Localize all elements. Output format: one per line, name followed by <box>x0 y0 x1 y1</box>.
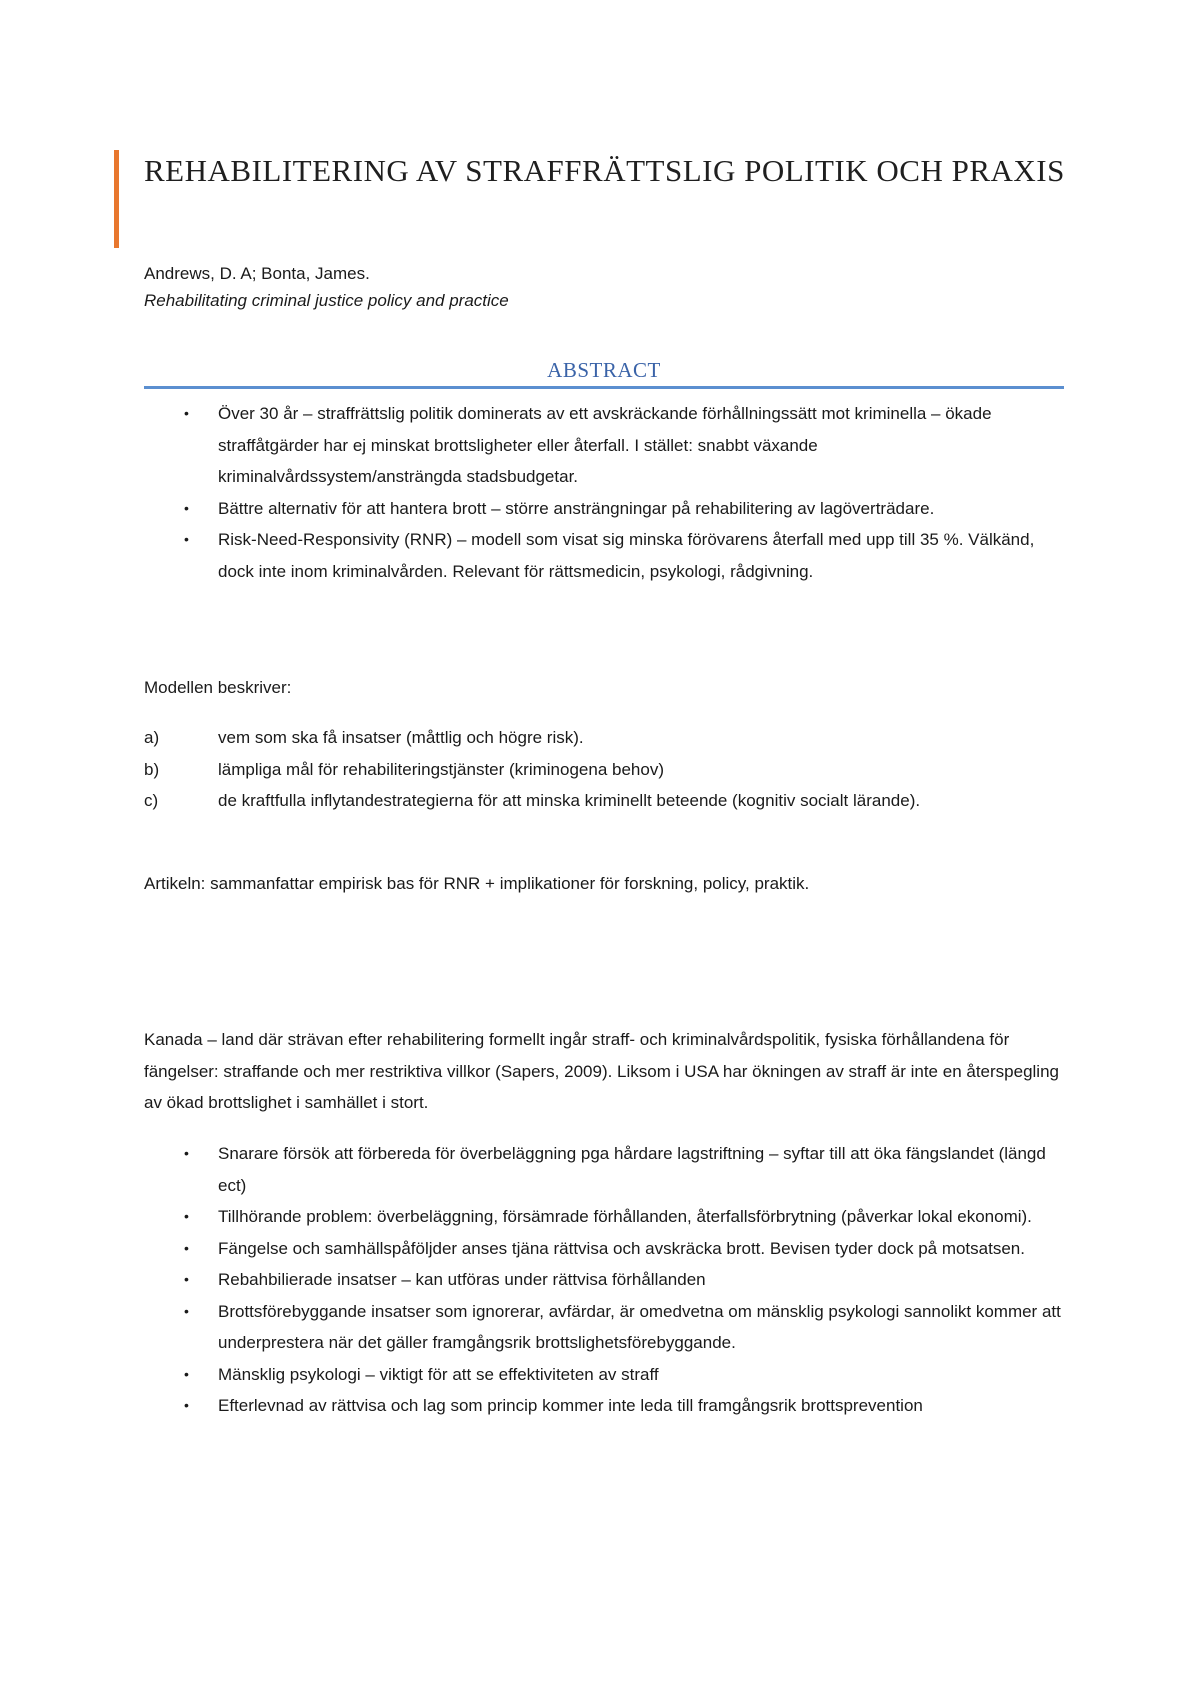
model-intro: Modellen beskriver: <box>144 678 292 697</box>
abstract-section <box>144 398 1064 587</box>
list-item <box>144 754 1064 786</box>
canada-bullet-list <box>144 1138 1064 1422</box>
article-summary: Artikeln: sammanfattar empirisk bas för RNR + implikationer för forskning, policy, praktik. <box>144 874 810 893</box>
title-accent-bar <box>114 150 119 248</box>
list-text: vem som ska få insatser (måttlig och högre risk). <box>218 728 584 747</box>
canada-section <box>144 1138 1064 1422</box>
list-item <box>144 1296 1064 1359</box>
list-item <box>144 1390 1064 1422</box>
bullet-text: Efterlevnad av rättvisa och lag som princip kommer inte leda till framgångsrik brottsprevention <box>218 1396 923 1415</box>
bullet-icon: • <box>184 1302 189 1319</box>
bullet-icon: • <box>184 499 189 516</box>
list-item <box>144 524 1064 587</box>
bullet-icon: • <box>184 405 189 421</box>
abstract-bullet-list <box>144 398 1064 587</box>
bullet-text: Rebahbilierade insatser – kan utföras under rättvisa förhållanden <box>218 1270 706 1289</box>
list-marker: a) <box>144 728 160 747</box>
bullet-icon: • <box>184 1397 189 1413</box>
bullet-icon: • <box>184 1208 189 1224</box>
bullet-text: Bättre alternativ för att hantera brott – större ansträngningar på rehabilitering av lagöverträdare. <box>218 498 935 518</box>
bullet-text: Snarare försök att förbereda för överbeläggning pga hårdare lagstriftning – syftar till att öka fängslandet (längd ect) <box>218 1144 1046 1195</box>
bullet-icon: • <box>184 1239 189 1256</box>
bullet-text: Över 30 år – straffrättslig politik dominerats av ett avskräckande förhållningssätt mot kriminella – ökade straffåtgärder har ej minskat brottsligheter eller återfall. I stället: snabbt växande kriminalvårdssystem/ansträngda stadsbudgetar. <box>218 404 992 486</box>
bullet-text: Brottsförebyggande insatser som ignorerar, avfärdar, är omedvetna om mänsklig psykologi sannolikt kommer att underprestera när det gäller framgångsrik brottslighetsförebyggande. <box>218 1301 1061 1352</box>
bullet-text: Mänsklig psykologi – viktigt för att se effektiviteten av straff <box>218 1364 659 1384</box>
list-marker: c) <box>144 791 159 810</box>
list-marker: b) <box>144 759 160 779</box>
bullet-icon: • <box>184 1365 189 1382</box>
english-title: Rehabilitating criminal justice policy and practice <box>144 291 509 310</box>
list-text: lämpliga mål för rehabiliteringstjänster (kriminogena behov) <box>218 759 664 779</box>
list-item <box>144 1233 1064 1265</box>
list-item <box>144 1264 1064 1296</box>
bullet-text: Tillhörande problem: överbeläggning, försämrade förhållanden, återfallsförbrytning (påverkar lokal ekonomi). <box>218 1207 1032 1226</box>
list-item <box>144 1138 1064 1201</box>
bullet-icon: • <box>184 1145 189 1161</box>
list-item <box>144 785 1064 817</box>
bullet-text: Risk-Need-Responsivity (RNR) – modell som visat sig minska förövarens återfall med upp till 35 %. Välkänd, dock inte inom kriminalvården. Relevant för rättsmedicin, psykologi, rådgivning. <box>218 530 1035 581</box>
list-text: de kraftfulla inflytandestrategierna för att minska kriminellt beteende (kognitiv socialt lärande). <box>218 791 921 810</box>
bullet-text: Fängelse och samhällspåföljder anses tjäna rättvisa och avskräcka brott. Bevisen tyder dock på motsatsen. <box>218 1238 1025 1258</box>
abstract-heading: ABSTRACT <box>547 358 661 382</box>
model-section <box>144 722 1064 817</box>
list-item <box>144 398 1064 493</box>
bullet-icon: • <box>184 531 189 547</box>
list-item <box>144 722 1064 754</box>
list-item <box>144 1359 1064 1391</box>
list-item <box>144 1201 1064 1233</box>
list-item <box>144 493 1064 525</box>
authors-line: Andrews, D. A; Bonta, James. <box>144 264 370 283</box>
model-list <box>144 722 1064 817</box>
document-title: REHABILITERING AV STRAFFRÄTTSLIG POLITIK OCH PRAXIS <box>144 153 1065 188</box>
abstract-divider <box>144 386 1064 389</box>
canada-paragraph: Kanada – land där strävan efter rehabilitering formellt ingår straff- och kriminalvårdspolitik, fysiska förhållandena för fängelser: straffande och mer restriktiva villkor (Sapers, 2009). Liksom i USA har ökningen av straff är inte en återspegling av ökad brottslighet i samhället i stort. <box>144 1030 1059 1112</box>
bullet-icon: • <box>184 1271 189 1287</box>
